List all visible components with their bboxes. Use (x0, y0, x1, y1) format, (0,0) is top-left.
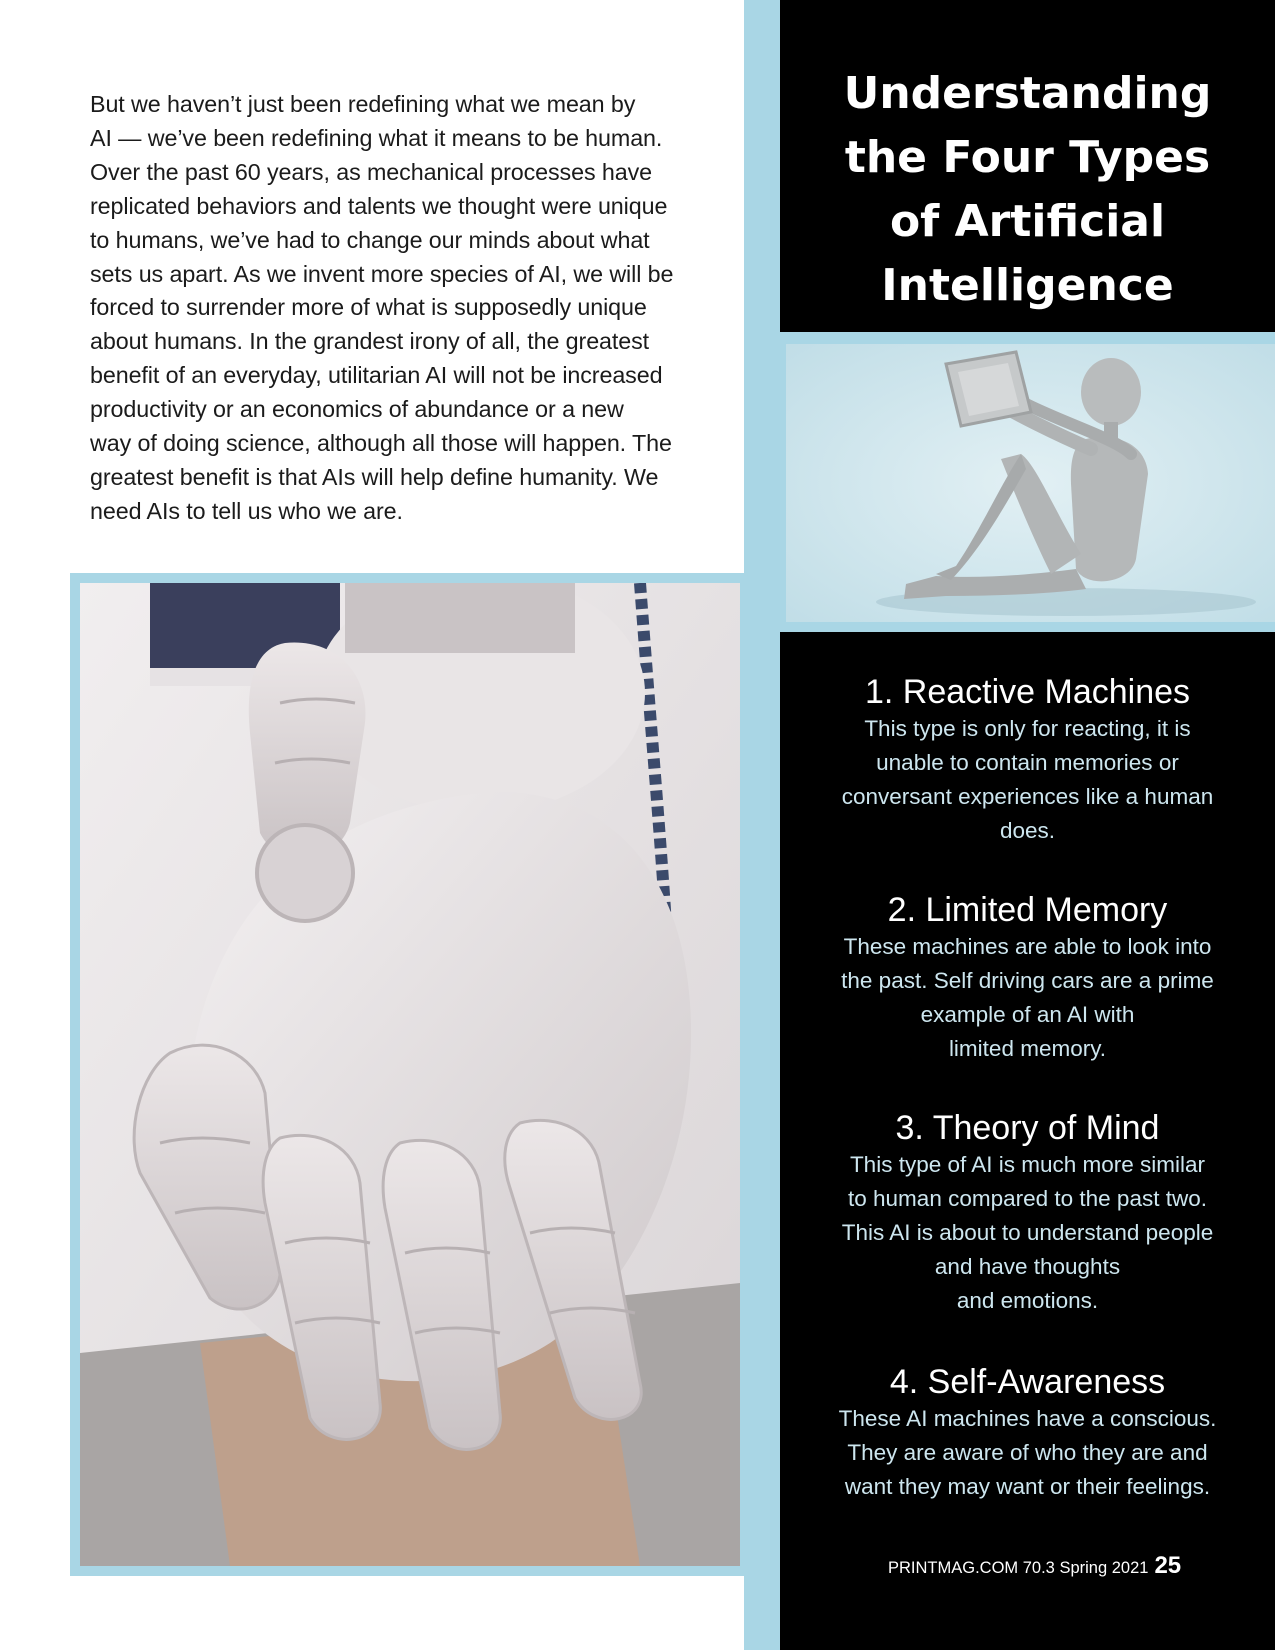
title-line: of Artificial (889, 196, 1166, 247)
intro-line: benefit of an everyday, utilitarian AI will not be increased (90, 362, 663, 389)
ai-type-item (780, 890, 1275, 1066)
type-heading: 1. Reactive Machines (864, 673, 1191, 711)
desc-line: unable to contain memories or (876, 750, 1179, 775)
page-number: 25 (1154, 1552, 1182, 1579)
title-line: Understanding (843, 68, 1212, 119)
intro-paragraph (90, 88, 695, 529)
intro-line: forced to surrender more of what is supposedly unique (90, 294, 647, 321)
ai-type-item (780, 1362, 1275, 1504)
sidebar-title (780, 62, 1275, 318)
footer-text: PRINTMAG.COM 70.3 Spring 2021 (888, 1559, 1149, 1577)
intro-line: But we haven’t just been redefining what we mean by (90, 91, 636, 117)
figure-photo-frame (780, 332, 1275, 632)
ai-type-item (780, 672, 1275, 848)
type-description (828, 1148, 1228, 1318)
intro-line: about humans. In the grandest irony of all, the greatest (90, 328, 650, 355)
desc-line: These AI machines have a conscious. (838, 1406, 1217, 1431)
desc-line: This AI is about to understand people (841, 1220, 1214, 1245)
hand-photo-frame (70, 573, 750, 1576)
type-description (828, 712, 1228, 848)
robot-hand-illustration (80, 583, 740, 1566)
desc-line: want they may want or their feelings. (844, 1474, 1211, 1499)
type-heading: 4. Self-Awareness (889, 1363, 1166, 1401)
title-line: Intelligence (881, 260, 1174, 311)
desc-line: This type of AI is much more similar (849, 1152, 1206, 1177)
ai-type-item (780, 1108, 1275, 1318)
desc-line: and emotions. (956, 1288, 1099, 1313)
intro-line: replicated behaviors and talents we thought were unique (90, 192, 668, 219)
intro-line: Over the past 60 years, as mechanical processes have (90, 158, 652, 185)
intro-line: sets us apart. As we invent more species of AI, we will be (90, 260, 674, 287)
robot-hand-photo (80, 583, 740, 1566)
page-footer (888, 1551, 1181, 1583)
title-line: the Four Types (844, 132, 1211, 183)
ai-types-list (780, 632, 1275, 1650)
type-description (828, 1402, 1228, 1504)
intro-line: way of doing science, although all those will happen. The (90, 430, 672, 457)
desc-line: They are aware of who they are and (847, 1440, 1208, 1465)
desc-line: the past. Self driving cars are a prime (841, 968, 1214, 993)
intro-line: productivity or an economics of abundance or a new (90, 396, 624, 423)
type-heading: 2. Limited Memory (887, 891, 1168, 929)
intro-line: greatest benefit is that AIs will help define humanity. We (90, 463, 659, 490)
desc-line: limited memory. (948, 1036, 1107, 1061)
desc-line: example of an AI with (920, 1002, 1135, 1027)
desc-line: and have thoughts (934, 1254, 1121, 1279)
desc-line: to human compared to the past two. (848, 1186, 1207, 1211)
type-description (828, 930, 1228, 1066)
intro-line: to humans, we’ve had to change our minds about what (90, 226, 650, 253)
desc-line: does. (999, 818, 1056, 843)
articulated-figure-photo (786, 344, 1275, 622)
intro-line: AI — we’ve been redefining what it means to be human. (90, 124, 663, 151)
desc-line: These machines are able to look into (843, 934, 1212, 959)
desc-line: conversant experiences like a human (841, 784, 1214, 809)
intro-line: need AIs to tell us who we are. (90, 497, 403, 524)
desc-line: This type is only for reacting, it is (864, 716, 1191, 741)
sidebar-title-block (780, 0, 1275, 332)
figure-illustration (786, 344, 1275, 622)
type-heading: 3. Theory of Mind (895, 1109, 1160, 1147)
